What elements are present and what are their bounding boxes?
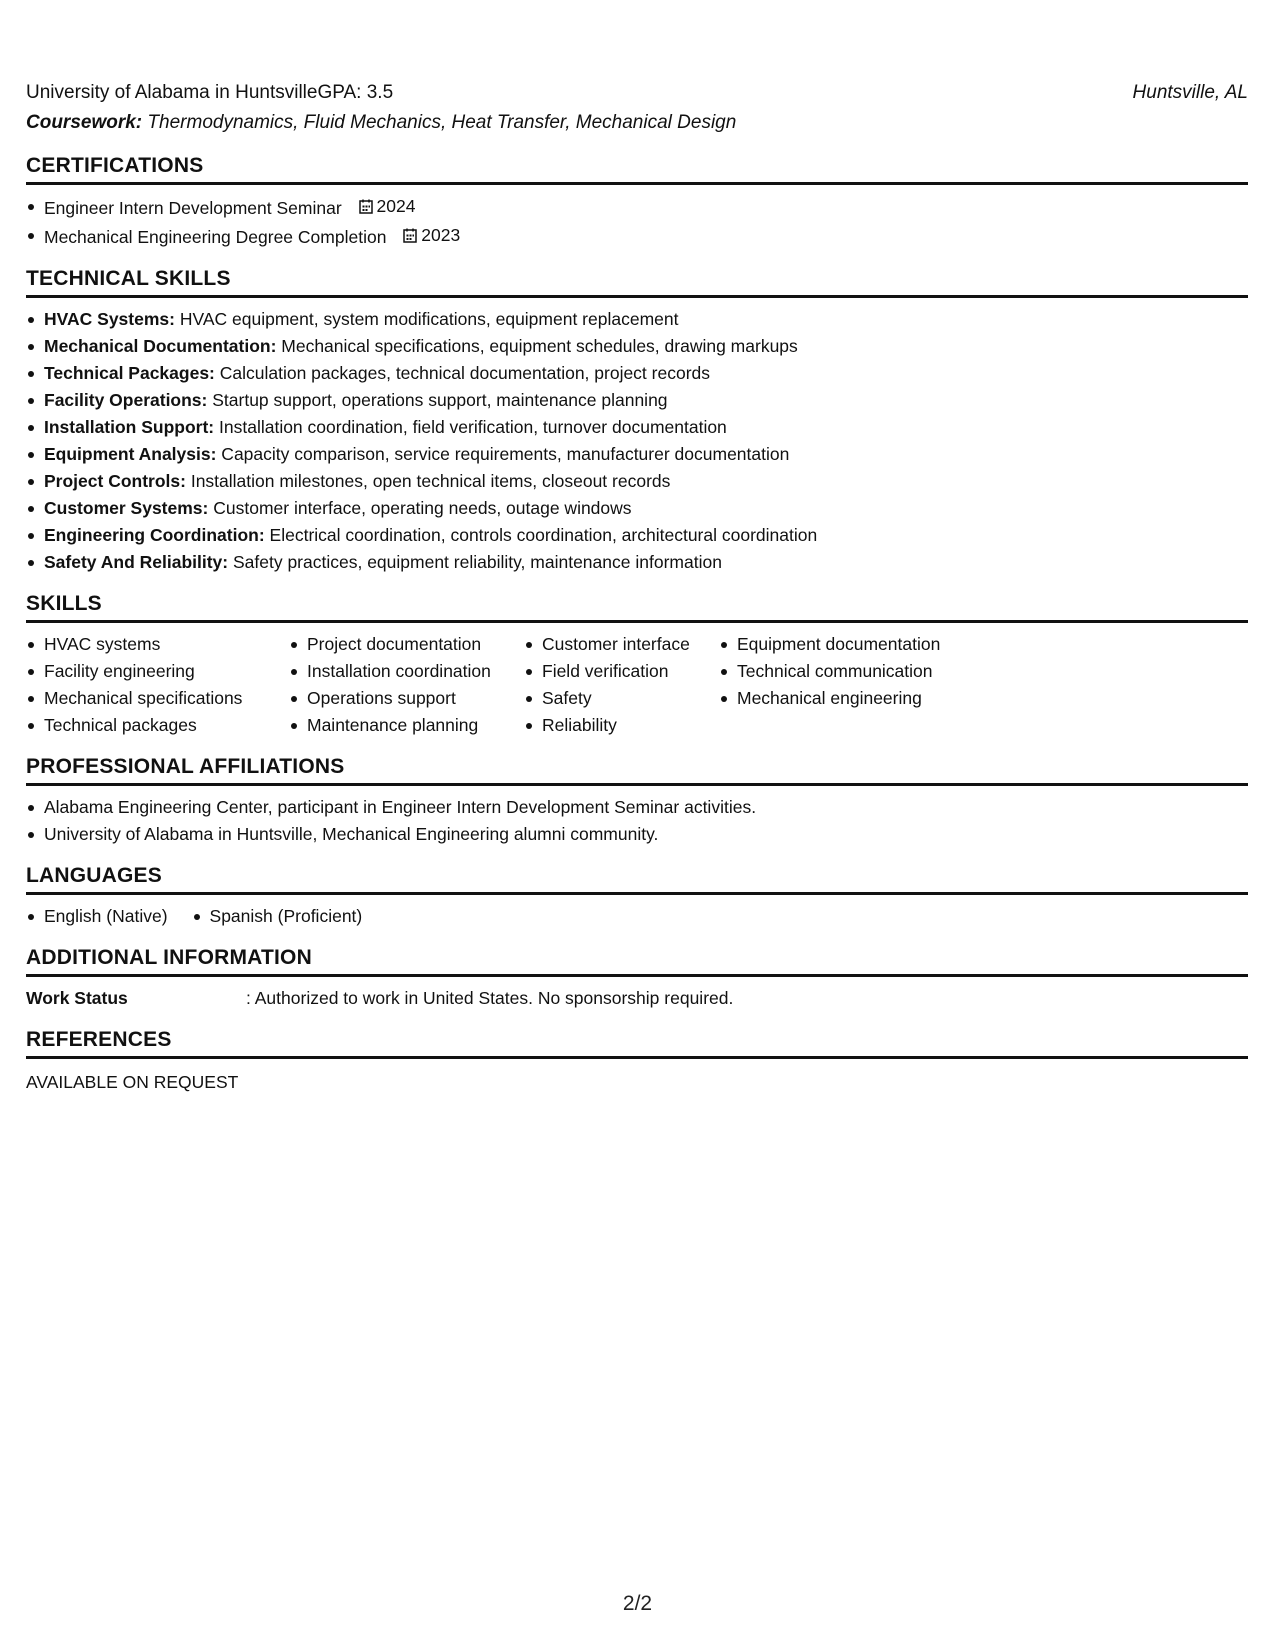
- skill-detail: Installation coordination, field verification, turnover documentation: [214, 417, 727, 437]
- list-item: Reliability: [542, 712, 719, 739]
- page-number: 2/2: [622, 1592, 653, 1615]
- skill-detail: Capacity comparison, service requirements, manufacturer documentation: [216, 444, 790, 464]
- section-title-references: REFERENCES: [26, 1028, 1248, 1059]
- list-item: Mechanical specifications: [44, 685, 289, 712]
- work-status-label: Work Status: [26, 988, 128, 1008]
- list-item: [44, 360, 1248, 387]
- section-title-additional-info: ADDITIONAL INFORMATION: [26, 946, 1248, 977]
- skill-category: Equipment Analysis:: [44, 444, 217, 464]
- certification-date: [359, 193, 416, 220]
- school-location: Huntsville, AL: [1132, 82, 1248, 103]
- list-item: Mechanical engineering: [737, 685, 997, 712]
- skill-category: Customer Systems:: [44, 498, 209, 518]
- list-item: Spanish (Proficient): [210, 903, 363, 930]
- certification-date: [403, 222, 460, 249]
- list-item: [44, 306, 1248, 333]
- skill-category: HVAC Systems:: [44, 309, 175, 329]
- list-item: [44, 333, 1248, 360]
- list-item: Alabama Engineering Center, participant in Engineer Intern Development Seminar activities.: [44, 794, 1248, 821]
- skill-detail: Startup support, operations support, maintenance planning: [207, 390, 668, 410]
- technical-skills-section: [26, 267, 1248, 576]
- skill-detail: HVAC equipment, system modifications, equipment replacement: [174, 309, 679, 329]
- skill-detail: Customer interface, operating needs, outage windows: [208, 498, 632, 518]
- list-item: [44, 441, 1248, 468]
- skills-column: [289, 631, 524, 739]
- skills-grid: [26, 631, 1248, 739]
- certification-year: 2024: [376, 196, 416, 216]
- skill-category: Technical Packages:: [44, 363, 215, 383]
- coursework-label: Coursework:: [26, 112, 143, 133]
- references-text: AVAILABLE ON REQUEST: [26, 1072, 239, 1092]
- education-school-block: [26, 78, 393, 108]
- skill-category: Installation Support:: [44, 417, 215, 437]
- list-item: Field verification: [542, 658, 719, 685]
- section-title-technical-skills: TECHNICAL SKILLS: [26, 267, 1248, 298]
- references-section: [26, 1028, 1248, 1096]
- skill-detail: Calculation packages, technical documentation, project records: [214, 363, 711, 383]
- skill-category: Mechanical Documentation:: [44, 336, 277, 356]
- languages-section: [26, 864, 1248, 930]
- coursework: [26, 108, 1248, 138]
- section-title-languages: LANGUAGES: [26, 864, 1248, 895]
- section-title-skills: SKILLS: [26, 592, 1248, 623]
- list-item: [44, 549, 1248, 576]
- work-status-value: : Authorized to work in United States. No sponsorship required.: [246, 988, 734, 1008]
- certifications-section: [26, 154, 1248, 251]
- list-item: Customer interface: [542, 631, 719, 658]
- resume-page: [26, 78, 1248, 1096]
- list-item: Safety: [542, 685, 719, 712]
- affiliations-list: [26, 794, 1248, 848]
- list-item: [44, 495, 1248, 522]
- certification-name: Engineer Intern Development Seminar: [44, 198, 342, 218]
- technical-skills-list: [26, 306, 1248, 576]
- section-title-certifications: CERTIFICATIONS: [26, 154, 1248, 185]
- skill-category: Facility Operations:: [44, 390, 208, 410]
- certification-name: Mechanical Engineering Degree Completion: [44, 227, 387, 247]
- list-item: English (Native): [44, 903, 168, 930]
- skill-category: Safety And Reliability:: [44, 552, 229, 572]
- list-item: [44, 222, 1248, 251]
- list-item: Maintenance planning: [307, 712, 524, 739]
- coursework-list: Thermodynamics, Fluid Mechanics, Heat Transfer, Mechanical Design: [142, 112, 737, 133]
- skills-column: [26, 631, 289, 739]
- list-item: Project documentation: [307, 631, 524, 658]
- list-item: [44, 193, 1248, 222]
- certification-year: 2023: [421, 225, 461, 245]
- list-item: Equipment documentation: [737, 631, 997, 658]
- skill-detail: Installation milestones, open technical items, closeout records: [185, 471, 671, 491]
- skill-category: Engineering Coordination:: [44, 525, 265, 545]
- skill-category: Project Controls:: [44, 471, 186, 491]
- skills-section: [26, 592, 1248, 739]
- gpa: GPA: 3.5: [317, 82, 394, 103]
- section-title-affiliations: PROFESSIONAL AFFILIATIONS: [26, 755, 1248, 786]
- calendar-icon: [359, 199, 373, 214]
- skill-detail: Safety practices, equipment reliability, maintenance information: [228, 552, 722, 572]
- list-item: Facility engineering: [44, 658, 289, 685]
- list-item: Installation coordination: [307, 658, 524, 685]
- skill-detail: Mechanical specifications, equipment schedules, drawing markups: [276, 336, 798, 356]
- list-item: HVAC systems: [44, 631, 289, 658]
- education-header: [26, 78, 1248, 108]
- school-name: University of Alabama in Huntsville: [26, 82, 318, 103]
- list-item: Operations support: [307, 685, 524, 712]
- calendar-icon: [403, 228, 417, 243]
- list-item: Technical packages: [44, 712, 289, 739]
- additional-info-section: [26, 946, 1248, 1012]
- list-item: [44, 414, 1248, 441]
- certifications-list: [26, 193, 1248, 251]
- affiliations-section: [26, 755, 1248, 848]
- list-item: [44, 468, 1248, 495]
- skills-column: [719, 631, 997, 739]
- list-item: Technical communication: [737, 658, 997, 685]
- work-status-row: [26, 985, 1248, 1012]
- list-item: University of Alabama in Huntsville, Mechanical Engineering alumni community.: [44, 821, 1248, 848]
- list-item: [44, 387, 1248, 414]
- skills-column: [524, 631, 719, 739]
- skill-detail: Electrical coordination, controls coordination, architectural coordination: [264, 525, 818, 545]
- languages-list: [26, 903, 1248, 930]
- list-item: [44, 522, 1248, 549]
